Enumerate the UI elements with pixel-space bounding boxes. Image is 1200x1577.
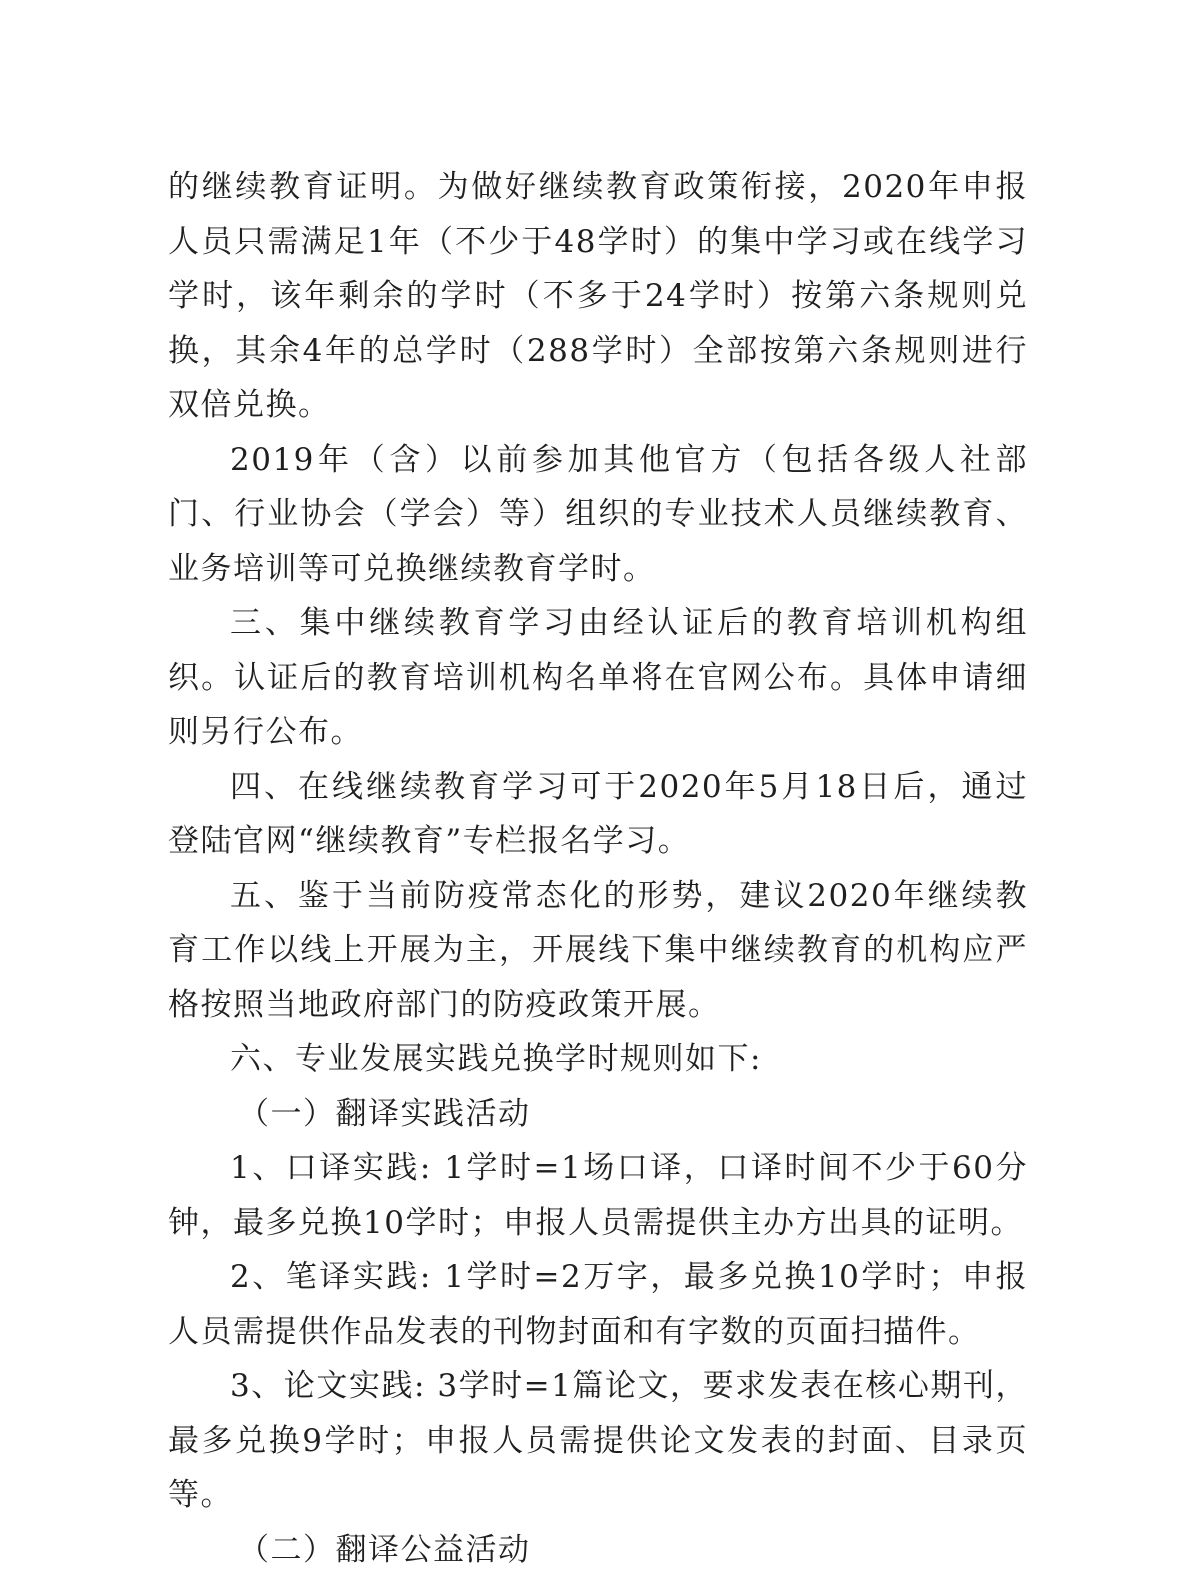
paragraph-written-translation: 2、笔译实践: 1学时=2万字，最多兑换10学时；申报人员需提供作品发表的刊物封面和有字数的页面扫描件。	[168, 1250, 1028, 1359]
paragraph-section-6: 六、专业发展实践兑换学时规则如下:	[168, 1032, 1028, 1087]
subheading-public-welfare: （二）翻译公益活动	[168, 1523, 1028, 1577]
paragraph-prior-training: 2019年（含）以前参加其他官方（包括各级人社部门、行业协会（学会）等）组织的专业技术人员继续教育、业务培训等可兑换继续教育学时。	[168, 433, 1028, 597]
paragraph-continuation: 的继续教育证明。为做好继续教育政策衔接，2020年申报人员只需满足1年（不少于48学时）的集中学习或在线学习学时，该年剩余的学时（不多于24学时）按第六条规则兑换，其余4年的总学时（288学时）全部按第六条规则进行双倍兑换。	[168, 160, 1028, 433]
paragraph-section-3: 三、集中继续教育学习由经认证后的教育培训机构组织。认证后的教育培训机构名单将在官网公布。具体申请细则另行公布。	[168, 596, 1028, 760]
document-body	[168, 160, 1028, 1577]
paragraph-paper: 3、论文实践: 3学时=1篇论文，要求发表在核心期刊，最多兑换9学时；申报人员需提供论文发表的封面、目录页等。	[168, 1359, 1028, 1523]
paragraph-section-4: 四、在线继续教育学习可于2020年5月18日后，通过登陆官网“继续教育”专栏报名学习。	[168, 760, 1028, 869]
paragraph-interpretation: 1、口译实践: 1学时=1场口译，口译时间不少于60分钟，最多兑换10学时；申报人员需提供主办方出具的证明。	[168, 1141, 1028, 1250]
paragraph-section-5: 五、鉴于当前防疫常态化的形势，建议2020年继续教育工作以线上开展为主，开展线下集中继续教育的机构应严格按照当地政府部门的防疫政策开展。	[168, 869, 1028, 1033]
subheading-translation-practice: （一）翻译实践活动	[168, 1087, 1028, 1142]
